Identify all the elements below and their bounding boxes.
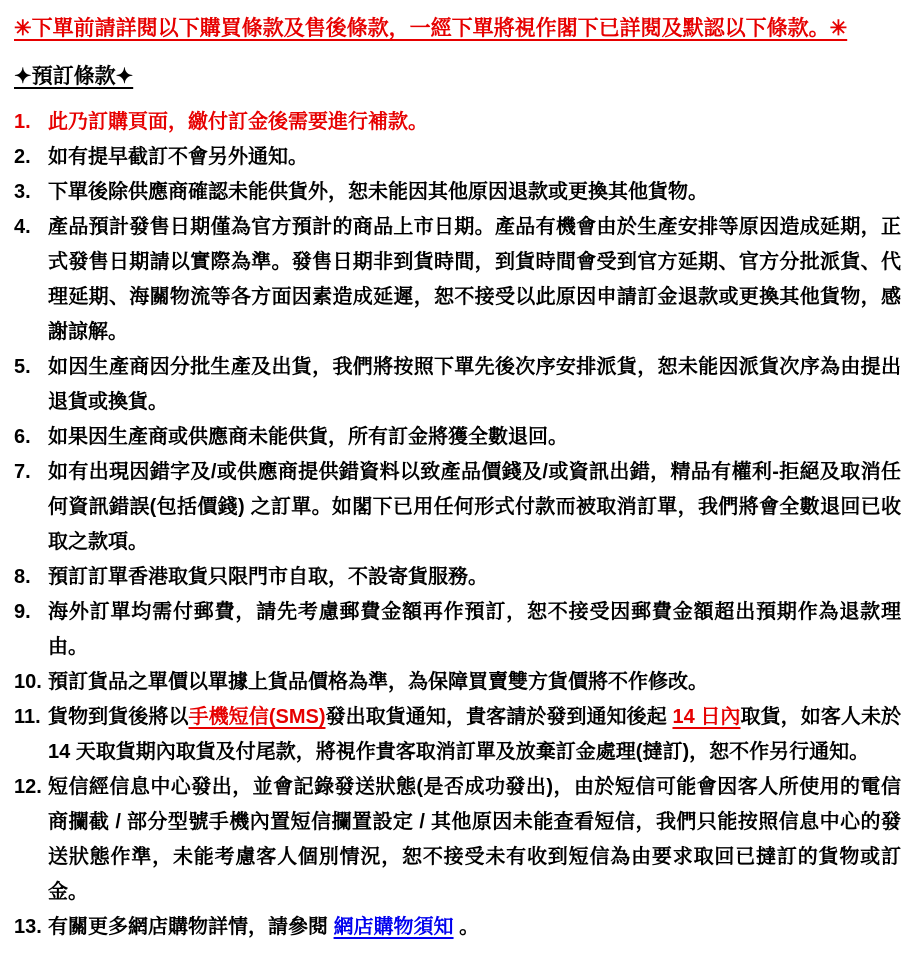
term-item-4: [14, 210, 901, 350]
term-text: 發出取貨通知，貴客請於發到通知後起: [325, 706, 673, 728]
pre-order-notice: ✳下單前請詳閱以下購買條款及售後條款，一經下單將視作閣下已詳閱及默認以下條款。✳: [14, 17, 848, 40]
term-text: 如有出現因錯字及/或供應商提供錯資料以致產品價錢及/或資訊出錯，精品有權利-拒絕及取消任何資訊錯誤(包括價錢) 之訂單。如閣下已用任何形式付款而被取消訂單，我們將會全數退回已收取之款項。: [48, 461, 901, 553]
term-number: 8.: [14, 566, 31, 588]
term-text: 預訂訂單香港取貨只限門市自取，不設寄貨服務。: [48, 566, 488, 588]
term-item-11: [14, 700, 901, 770]
term-item-1: [14, 105, 901, 140]
sms-highlight: 手機短信(SMS): [188, 706, 326, 728]
term-number: 1.: [14, 111, 31, 133]
term-item-13: [14, 910, 901, 945]
term-text: 貨物到貨後將以: [48, 706, 189, 728]
term-item-2: [14, 140, 901, 175]
term-text: 海外訂單均需付郵費，請先考慮郵費金額再作預訂，恕不接受因郵費金額超出預期作為退款理由。: [48, 601, 901, 658]
term-item-9: [14, 595, 901, 665]
term-text: 下單後除供應商確認未能供貨外，恕未能因其他原因退款或更換其他貨物。: [48, 181, 708, 203]
term-item-6: [14, 420, 901, 455]
term-text: 如果因生產商或供應商未能供貨，所有訂金將獲全數退回。: [48, 426, 568, 448]
term-number: 9.: [14, 601, 31, 623]
terms-list: [14, 105, 901, 945]
term-number: 7.: [14, 461, 31, 483]
term-item-7: [14, 455, 901, 560]
term-item-10: [14, 665, 901, 700]
term-item-5: [14, 350, 901, 420]
term-text: 產品預計發售日期僅為官方預計的商品上市日期。產品有機會由於生產安排等原因造成延期，正式發售日期請以實際為準。發售日期非到貨時間，到貨時間會受到官方延期、官方分批派貨、代理延期、海關物流等各方面因素造成延遲，恕不接受以此原因申請訂金退款或更換其他貨物，感謝諒解。: [48, 216, 901, 343]
term-item-3: [14, 175, 901, 210]
term-text: 短信經信息中心發出，並會記錄發送狀態(是否成功發出)，由於短信可能會因客人所使用的電信商攔截 / 部分型號手機內置短信攔置設定 / 其他原因未能查看短信，我們只能按照信息中心的發送狀態作準，未能考慮客人個別情況，恕不接受未有收到短信為由要求取回已撻訂的貨物或訂金。: [48, 776, 901, 903]
term-number: 4.: [14, 216, 31, 238]
shop-guide-link[interactable]: 網店購物須知: [333, 916, 454, 938]
term-text: 預訂貨品之單價以單據上貨品價格為準，為保障買賣雙方貨價將不作修改。: [48, 671, 708, 693]
term-number: 13.: [14, 916, 42, 938]
term-item-8: [14, 560, 901, 595]
pickup-days-highlight: 14 日內: [672, 706, 741, 728]
section-title: ✦預訂條款✦: [14, 65, 134, 88]
term-text: 有關更多網店購物詳情，請參閱: [48, 916, 334, 938]
term-text: 此乃訂購頁面，繳付訂金後需要進行補款。: [48, 111, 428, 133]
term-item-12: [14, 770, 901, 910]
term-text: 如因生產商因分批生產及出貨，我們將按照下單先後次序安排派貨，恕未能因派貨次序為由提出退貨或換貨。: [48, 356, 901, 413]
term-number: 12.: [14, 776, 42, 798]
term-text: 取貨，如客人未於 14 天取貨期內取貨及付尾款，將視作貴客取消訂單及放棄訂金處理(撻訂)，恕不作另行通知。: [48, 706, 902, 763]
term-number: 3.: [14, 181, 31, 203]
term-number: 6.: [14, 426, 31, 448]
term-number: 11.: [14, 706, 41, 728]
term-number: 5.: [14, 356, 31, 378]
term-text: 。: [453, 916, 480, 938]
term-number: 10.: [14, 671, 42, 693]
term-text: 如有提早截訂不會另外通知。: [48, 146, 308, 168]
term-number: 2.: [14, 146, 31, 168]
